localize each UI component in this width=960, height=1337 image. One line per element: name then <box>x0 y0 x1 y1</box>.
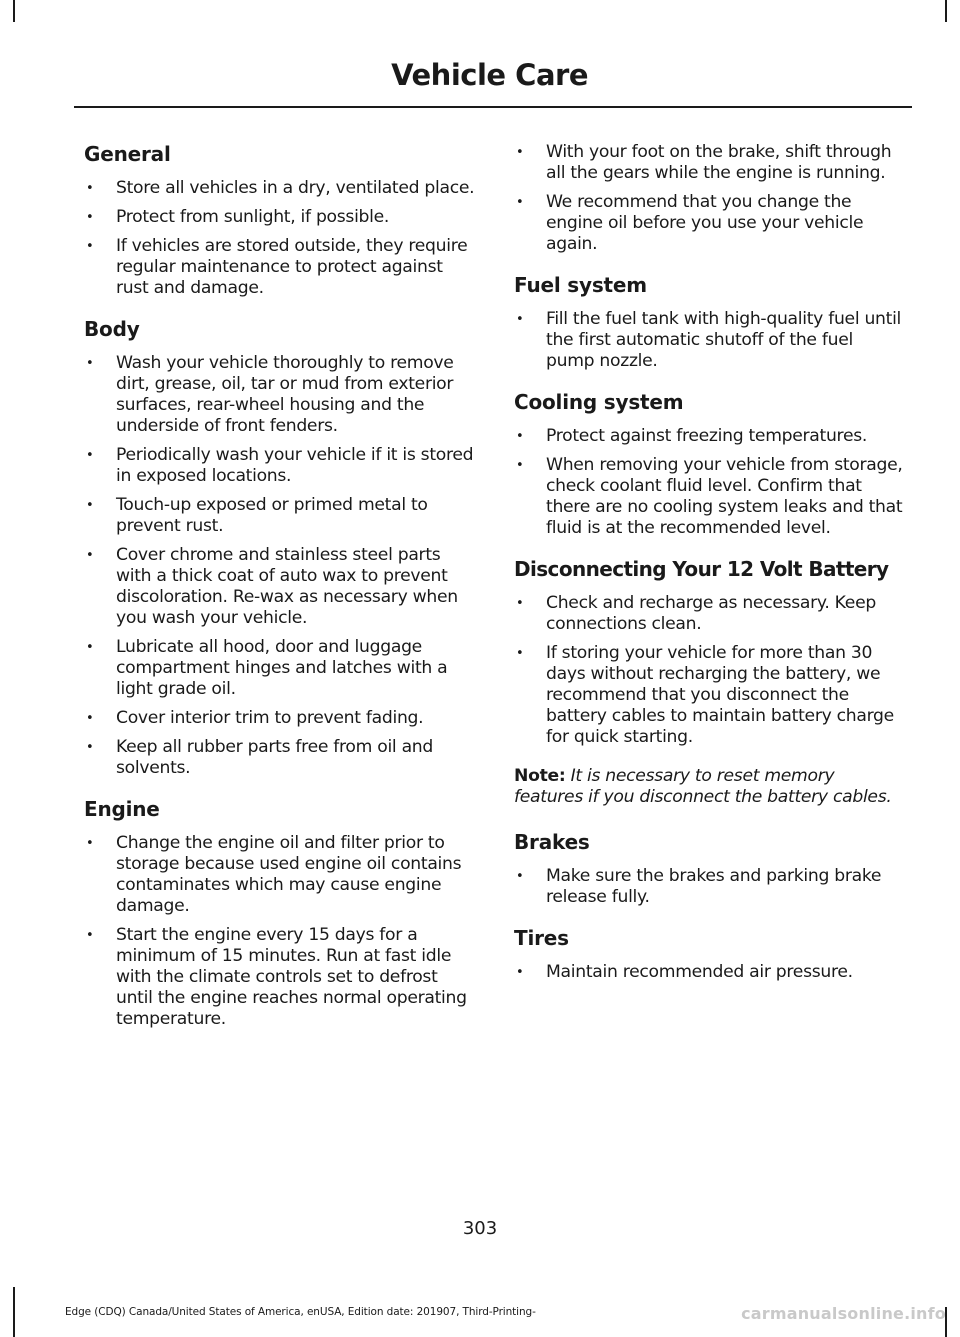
list-item: • Check and recharge as necessary. Keep connections clean. <box>514 593 906 635</box>
right-column <box>514 142 906 1001</box>
bullet-list <box>514 142 906 255</box>
crop-mark-top-left <box>13 0 15 22</box>
list-item: • With your foot on the brake, shift through all the gears while the engine is running. <box>514 142 906 184</box>
bullet-list <box>514 866 906 908</box>
section-fuel-system <box>514 273 906 372</box>
crop-mark-top-right <box>945 0 947 22</box>
section-engine-continued <box>514 142 906 255</box>
section-tires <box>514 926 906 983</box>
bullet-list <box>84 833 476 1030</box>
section-engine <box>84 797 476 1030</box>
list-item: • Fill the fuel tank with high-quality fuel until the first automatic shutoff of the fuel pump nozzle. <box>514 309 906 372</box>
section-battery <box>514 557 906 748</box>
section-heading: Cooling system <box>514 390 684 414</box>
note <box>514 766 906 808</box>
list-item: • Wash your vehicle thoroughly to remove dirt, grease, oil, tar or mud from exterior surfaces, rear-wheel housing and the underside of front fenders. <box>84 353 476 437</box>
section-heading: Tires <box>514 926 569 950</box>
left-column <box>84 142 476 1048</box>
note-text: It is necessary to reset memory features if you disconnect the battery cables. <box>514 766 892 807</box>
section-heading: Brakes <box>514 830 590 854</box>
section-general <box>84 142 476 299</box>
bullet-list <box>514 593 906 748</box>
list-item: • Touch-up exposed or primed metal to prevent rust. <box>84 495 476 537</box>
section-body <box>84 317 476 779</box>
section-heading: Body <box>84 317 140 341</box>
list-item: • Make sure the brakes and parking brake release fully. <box>514 866 906 908</box>
edition-footer: Edge (CDQ) Canada/United States of America, enUSA, Edition date: 201907, Third-Printing- <box>65 1306 536 1318</box>
section-heading: Fuel system <box>514 273 647 297</box>
watermark: carmanualsonline.info <box>741 1304 946 1323</box>
page-title: Vehicle Care <box>391 58 588 92</box>
header-divider <box>74 106 912 108</box>
list-item: • Protect against freezing temperatures. <box>514 426 906 447</box>
crop-mark-bottom-left <box>13 1287 15 1337</box>
bullet-list <box>514 962 906 983</box>
list-item: • Periodically wash your vehicle if it is stored in exposed locations. <box>84 445 476 487</box>
bullet-list <box>514 309 906 372</box>
list-item: • Start the engine every 15 days for a minimum of 15 minutes. Run at fast idle with the climate controls set to defrost until the engine reaches normal operating temperature. <box>84 925 476 1030</box>
section-brakes <box>514 830 906 908</box>
list-item: • Keep all rubber parts free from oil and solvents. <box>84 737 476 779</box>
list-item: • Store all vehicles in a dry, ventilated place. <box>84 178 476 199</box>
list-item: • Change the engine oil and filter prior to storage because used engine oil contains contaminates which may cause engine damage. <box>84 833 476 917</box>
bullet-list <box>84 353 476 779</box>
list-item: • Cover interior trim to prevent fading. <box>84 708 476 729</box>
page-number: 303 <box>462 1218 498 1239</box>
bullet-list <box>514 426 906 539</box>
note-label: Note: <box>514 766 566 786</box>
bullet-list <box>84 178 476 299</box>
list-item: • When removing your vehicle from storage, check coolant fluid level. Confirm that there are no cooling system leaks and that fluid is at the recommended level. <box>514 455 906 539</box>
section-heading: General <box>84 142 171 166</box>
list-item: • We recommend that you change the engine oil before you use your vehicle again. <box>514 192 906 255</box>
list-item: • Lubricate all hood, door and luggage compartment hinges and latches with a light grade oil. <box>84 637 476 700</box>
list-item: • If storing your vehicle for more than 30 days without recharging the battery, we recommend that you disconnect the battery cables to maintain battery charge for quick starting. <box>514 643 906 748</box>
section-heading: Engine <box>84 797 160 821</box>
section-cooling-system <box>514 390 906 539</box>
list-item: • Protect from sunlight, if possible. <box>84 207 476 228</box>
list-item: • If vehicles are stored outside, they require regular maintenance to protect against rust and damage. <box>84 236 476 299</box>
section-heading: Disconnecting Your 12 Volt Battery <box>514 557 889 581</box>
list-item: • Cover chrome and stainless steel parts with a thick coat of auto wax to prevent discoloration. Re-wax as necessary when you wash your vehicle. <box>84 545 476 629</box>
list-item: • Maintain recommended air pressure. <box>514 962 906 983</box>
